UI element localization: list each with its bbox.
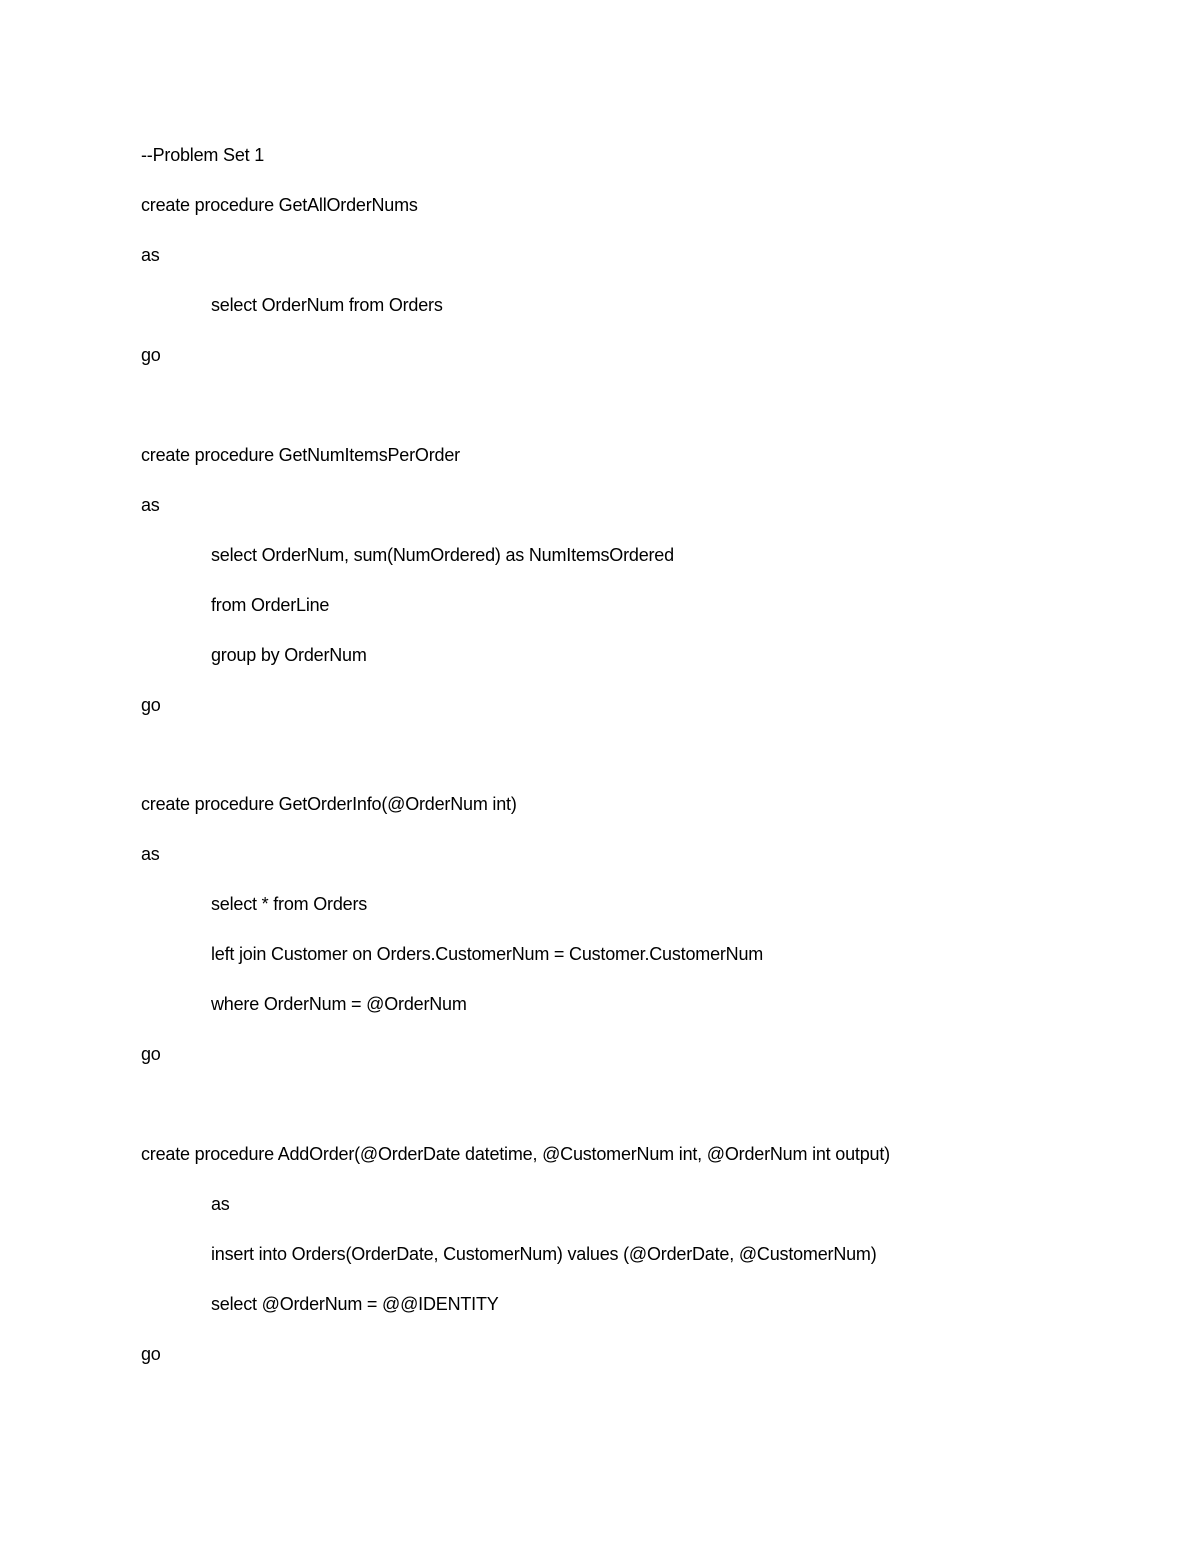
code-line: from OrderLine [211,595,330,615]
code-line: as [211,1194,230,1214]
code-line: left join Customer on Orders.CustomerNum = Customer.CustomerNum [211,944,764,964]
code-line: create procedure GetAllOrderNums [141,195,418,215]
code-line: select * from Orders [211,894,368,914]
code-line: insert into Orders(OrderDate, CustomerNum) values (@OrderDate, @CustomerNum) [211,1244,877,1264]
code-line: go [141,345,161,365]
code-line: create procedure AddOrder(@OrderDate datetime, @CustomerNum int, @OrderNum int output) [141,1144,890,1164]
code-line: where OrderNum = @OrderNum [211,994,467,1014]
code-line: select @OrderNum = @@IDENTITY [211,1294,499,1314]
code-line: as [141,495,160,515]
code-line: go [141,1344,161,1364]
code-line: go [141,695,161,715]
code-line: as [141,844,160,864]
code-line: go [141,1044,161,1064]
code-line: select OrderNum, sum(NumOrdered) as NumItemsOrdered [211,545,674,565]
code-line: create procedure GetOrderInfo(@OrderNum int) [141,794,517,814]
code-line: group by OrderNum [211,645,367,665]
code-line: select OrderNum from Orders [211,295,443,315]
code-line: create procedure GetNumItemsPerOrder [141,445,460,465]
comment-line: --Problem Set 1 [141,145,265,165]
code-line: as [141,245,160,265]
